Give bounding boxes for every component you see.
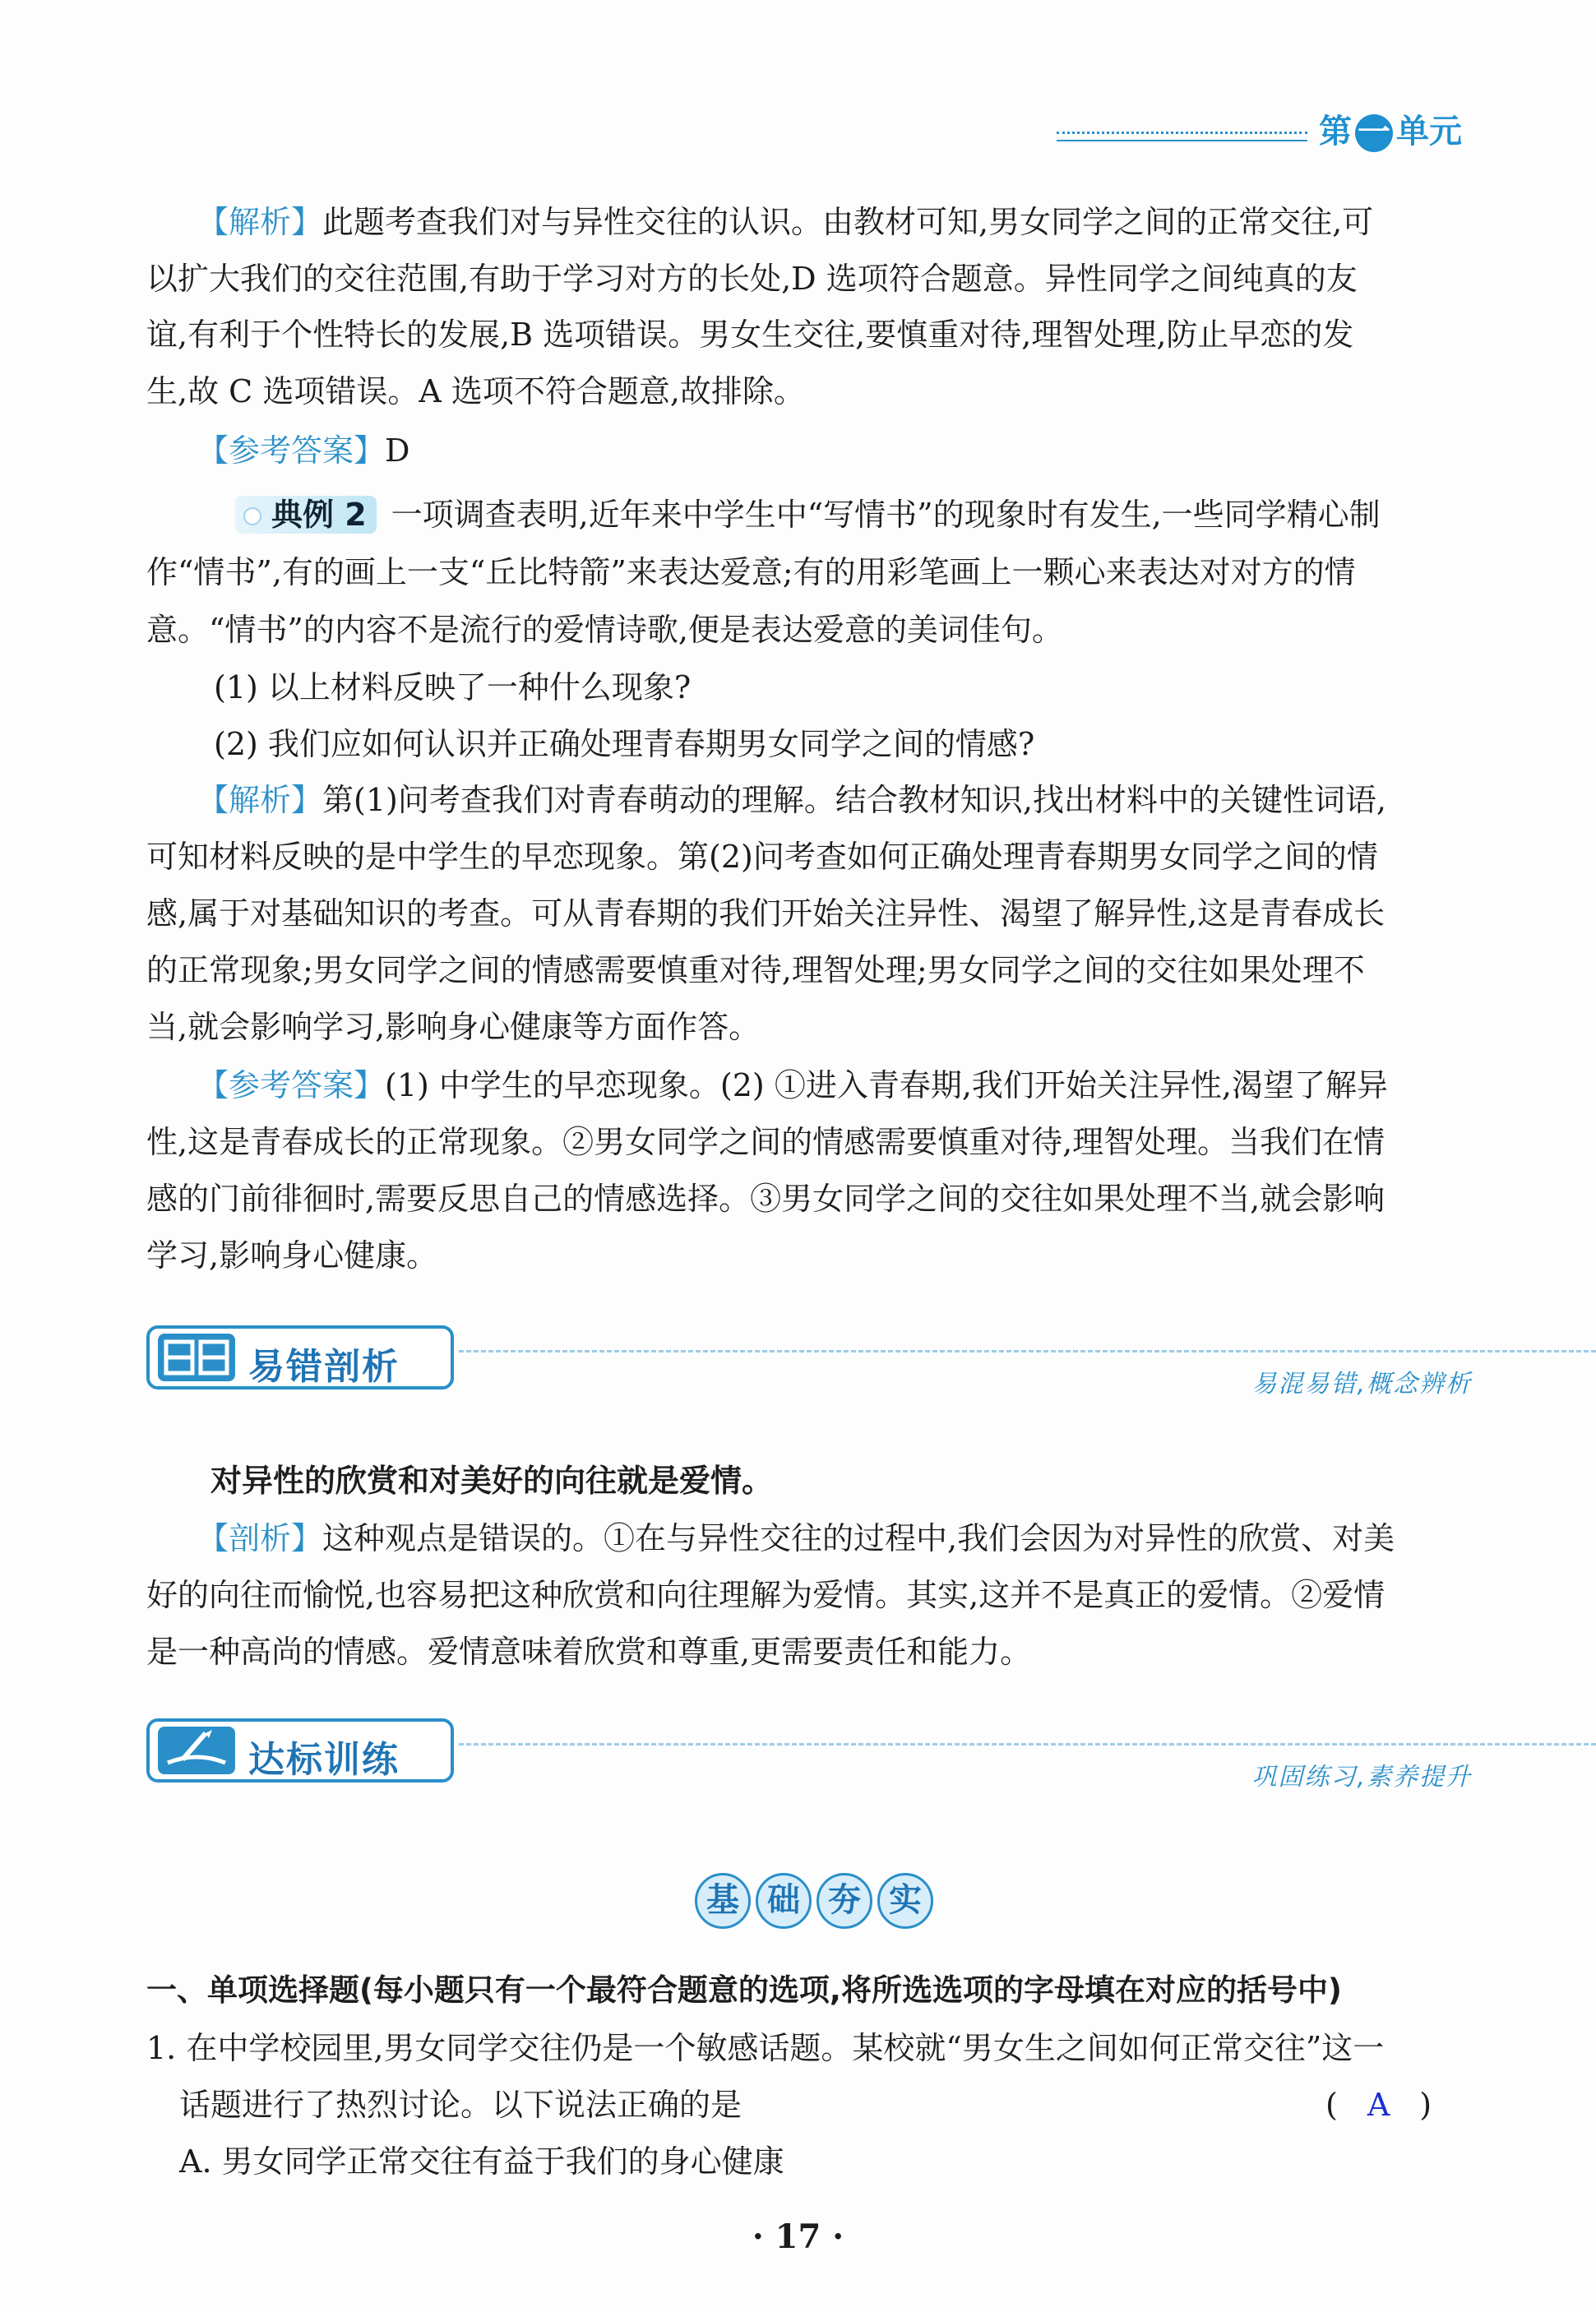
mistakes-title: 易错剖析 bbox=[248, 1346, 400, 1388]
training-dashed-line bbox=[459, 1743, 1596, 1746]
example2-answer-text: (1) 中学生的早恋现象。(2) ①进入青春期,我们开始关注异性,渴望了解异 bbox=[385, 1067, 1388, 1103]
analysis-line-1 bbox=[197, 201, 1529, 243]
example2-badge-label: 典例 2 bbox=[271, 497, 367, 533]
mistakes-dashed-line bbox=[459, 1350, 1596, 1353]
answer-tag: 【参考答案】 bbox=[197, 432, 386, 469]
training-title: 达标训练 bbox=[248, 1739, 400, 1781]
mistakes-text: 这种观点是错误的。①在与异性交往的过程中,我们会因为对异性的欣赏、对美 bbox=[322, 1520, 1395, 1556]
answer-line bbox=[197, 430, 1529, 471]
header-dotted-line bbox=[1057, 132, 1307, 134]
analysis-line-3: 谊,有利于个性特长的发展,B 选项错误。男女生交往,要慎重对待,理智处理,防止早恋的发 bbox=[146, 317, 1354, 353]
question-1-line-2: 话题进行了热烈讨论。以下说法正确的是 bbox=[179, 2087, 742, 2123]
analysis-tag: 【解析】 bbox=[197, 204, 323, 240]
example2-analysis-line-1 bbox=[197, 779, 1529, 821]
unit-suffix: 单元 bbox=[1396, 113, 1462, 150]
question-1-answer: A bbox=[1367, 2087, 1390, 2123]
mistakes-line-3: 是一种高尚的情感。爱情意味着欣赏和尊重,更需要责任和能力。 bbox=[146, 1634, 1032, 1670]
example2-question-1: (1) 以上材料反映了一种什么现象? bbox=[214, 669, 692, 705]
unit-header bbox=[1319, 105, 1462, 152]
basic-char-4: 实 bbox=[877, 1873, 933, 1929]
training-banner bbox=[146, 1718, 1472, 1792]
basic-char-1: 基 bbox=[695, 1873, 751, 1929]
example2-line-3: 意。“情书”的内容不是流行的爱情诗歌,便是表达爱意的美词佳句。 bbox=[146, 612, 1063, 648]
analysis-line-4: 生,故 C 选项错误。A 选项不符合题意,故排除。 bbox=[146, 373, 805, 409]
example2-line-2: 作“情书”,有的画上一支“丘比特箭”来表达爱意;有的用彩笔画上一颗心来表达对对方的情 bbox=[146, 554, 1356, 590]
example2-analysis-line-2: 可知材料反映的是中学生的早恋现象。第(2)问考查如何正确处理青春期男女同学之间的情 bbox=[146, 839, 1378, 875]
badge-dot-icon bbox=[243, 507, 261, 525]
analysis-text: 此题考查我们对与异性交往的认识。由教材可知,男女同学之间的正常交往,可 bbox=[322, 204, 1374, 240]
page-number: · 17 · bbox=[752, 2217, 844, 2256]
question-1-option-a: A. 男女同学正常交往有益于我们的身心健康 bbox=[179, 2143, 784, 2180]
training-subtitle: 巩固练习,素养提升 bbox=[1251, 1763, 1472, 1792]
question-1-line-1: 1. 在中学校园里,男女同学交往仍是一个敏感话题。某校就“男女生之间如何正常交往”这一 bbox=[146, 2030, 1385, 2066]
answer-bracket bbox=[1325, 2084, 1432, 2125]
mistakes-banner-box bbox=[146, 1325, 454, 1390]
example2-analysis-text: 第(1)问考查我们对青春萌动的理解。结合教材知识,找出材料中的关键性词语, bbox=[322, 782, 1387, 818]
mistakes-line-1 bbox=[197, 1518, 1529, 1559]
example2-text: 一项调查表明,近年来中学生中“写情书”的现象时有发生,一些同学精心制 bbox=[391, 497, 1381, 533]
example2-analysis-line-5: 当,就会影响学习,影响身心健康等方面作答。 bbox=[146, 1009, 761, 1045]
analysis-line-2: 以扩大我们的交往范围,有助于学习对方的长处,D 选项符合题意。异性同学之间纯真的友 bbox=[146, 261, 1358, 297]
example2-answer-line-3: 感的门前徘徊时,需要反思自己的情感选择。③男女同学之间的交往如果处理不当,就会影响 bbox=[146, 1181, 1386, 1217]
mistakes-subtitle: 易混易错,概念辨析 bbox=[1251, 1370, 1472, 1399]
book-icon bbox=[158, 1334, 235, 1381]
basic-char-2: 础 bbox=[756, 1873, 812, 1929]
example2-question-2: (2) 我们应如何认识并正确处理青春期男女同学之间的情感? bbox=[214, 726, 1035, 762]
example2-line-1 bbox=[235, 494, 1567, 535]
example2-analysis-line-3: 感,属于对基础知识的考查。可从青春期的我们开始关注异性、渴望了解异性,这是青春成长 bbox=[146, 895, 1386, 932]
section-heading: 一、单项选择题(每小题只有一个最符合题意的选项,将所选选项的字母填在对应的括号中) bbox=[146, 1972, 1342, 2008]
example2-answer-line-4: 学习,影响身心健康。 bbox=[146, 1237, 438, 1274]
example2-answer-line-1 bbox=[197, 1065, 1529, 1106]
example2-analysis-line-4: 的正常现象;男女同学之间的情感需要慎重对待,理智处理;男女同学之间的交往如果处理不 bbox=[146, 952, 1365, 988]
example2-answer-tag: 【参考答案】 bbox=[197, 1067, 386, 1103]
mistakes-line-2: 好的向往而愉悦,也容易把这种欣赏和向往理解为爱情。其实,这并不是真正的爱情。②爱情 bbox=[146, 1577, 1386, 1613]
unit-number-badge: 一 bbox=[1355, 114, 1393, 152]
mistakes-banner bbox=[146, 1325, 1472, 1399]
bracket-close: ) bbox=[1419, 2087, 1432, 2123]
example2-analysis-tag: 【解析】 bbox=[197, 782, 323, 818]
basic-char-3: 夯 bbox=[817, 1873, 872, 1929]
example2-answer-line-2: 性,这是青春成长的正常现象。②男女同学之间的情感需要慎重对待,理智处理。当我们在情 bbox=[146, 1124, 1386, 1160]
pencil-book-icon bbox=[158, 1727, 235, 1774]
unit-prefix: 第 bbox=[1319, 113, 1352, 150]
answer-text: D bbox=[385, 432, 410, 469]
example2-badge bbox=[235, 496, 377, 534]
header-rule bbox=[1057, 140, 1307, 141]
bracket-open: ( bbox=[1325, 2087, 1338, 2123]
training-banner-box bbox=[146, 1718, 454, 1783]
basic-practice-label bbox=[695, 1873, 938, 1929]
mistakes-tag: 【剖析】 bbox=[197, 1520, 323, 1556]
mistakes-statement: 对异性的欣赏和对美好的向往就是爱情。 bbox=[210, 1463, 774, 1499]
